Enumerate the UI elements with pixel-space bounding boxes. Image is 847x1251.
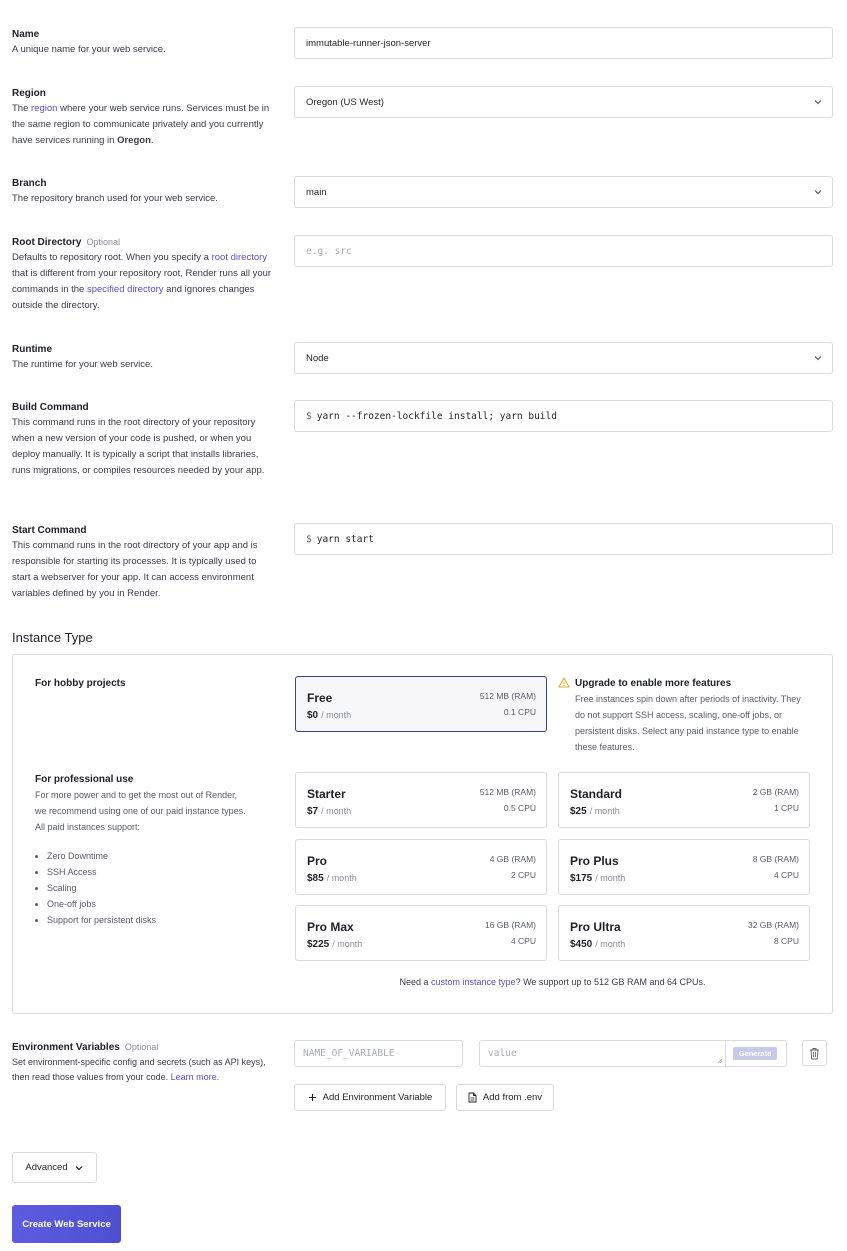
region-value: Oregon (US West) bbox=[306, 96, 384, 108]
instance-card-starter[interactable]: Starter $7 / month 512 MB (RAM) 0.5 CPU bbox=[295, 772, 547, 828]
custom-instance-link[interactable]: custom instance type bbox=[431, 977, 516, 987]
runtime-description: The runtime for your web service. bbox=[12, 359, 153, 370]
plus-icon bbox=[308, 1093, 317, 1102]
branch-label: Branch bbox=[12, 178, 47, 189]
warning-icon bbox=[558, 677, 570, 688]
custom-instance-note: Need a custom instance type? We support up to 512 GB RAM and 64 CPUs. bbox=[399, 977, 706, 987]
upgrade-description: Free instances spin down after periods of inactivity. They do not support SSH access, scaling, one-off jobs, or persistent disks. Select any paid instance type to enable these features. bbox=[575, 694, 801, 752]
resize-handle-icon[interactable] bbox=[717, 1058, 723, 1064]
env-label: Environment Variables Optional bbox=[12, 1042, 159, 1053]
env-key-input[interactable] bbox=[294, 1040, 463, 1067]
instance-card-pro-plus[interactable]: Pro Plus $175 / month 8 GB (RAM) 4 CPU bbox=[558, 839, 810, 895]
name-value: immutable-runner-json-server bbox=[306, 37, 431, 49]
start-description: This command runs in the root directory of your app and is responsible for starting its processes. It is typically used to start a webserver for your app. It can access environment variables defined by you in Render. bbox=[12, 540, 258, 599]
instance-card-pro[interactable]: Pro $85 / month 4 GB (RAM) 2 CPU bbox=[295, 839, 547, 895]
feature-list bbox=[35, 848, 156, 928]
env-value-input[interactable] bbox=[479, 1040, 787, 1067]
instance-card-standard[interactable]: Standard $25 / month 2 GB (RAM) 1 CPU bbox=[558, 772, 810, 828]
optional-tag: Optional bbox=[124, 1042, 159, 1052]
create-web-service-button[interactable]: Create Web Service bbox=[12, 1205, 121, 1243]
chevron-down-icon bbox=[813, 187, 823, 197]
start-command-input[interactable] bbox=[294, 523, 833, 555]
start-label: Start Command bbox=[12, 525, 87, 536]
region-link[interactable]: region bbox=[31, 103, 58, 114]
add-from-env-label: Add from .env bbox=[482, 1092, 543, 1103]
instance-type-title: Instance Type bbox=[12, 630, 93, 645]
file-icon bbox=[468, 1092, 477, 1103]
list-item: Scaling bbox=[35, 880, 156, 896]
trash-icon bbox=[809, 1047, 820, 1060]
chevron-down-icon bbox=[74, 1163, 84, 1173]
root-dir-input[interactable] bbox=[294, 235, 833, 267]
runtime-value: Node bbox=[306, 352, 329, 364]
hobby-label: For hobby projects bbox=[35, 678, 126, 689]
generate-button[interactable]: Generate bbox=[733, 1047, 777, 1060]
root-dir-description: Defaults to repository root. When you specify a root directory that is different from your repository root, Render runs all your commands in the specified directory and ignores changes outside the directory. bbox=[12, 252, 272, 311]
runtime-label: Runtime bbox=[12, 344, 52, 355]
root-directory-link[interactable]: root directory bbox=[211, 252, 268, 263]
name-description: A unique name for your web service. bbox=[12, 44, 166, 55]
env-key-placeholder: NAME_OF_VARIABLE bbox=[303, 1048, 395, 1059]
upgrade-title: Upgrade to enable more features bbox=[575, 678, 732, 689]
instance-card-pro-ultra[interactable]: Pro Ultra $450 / month 32 GB (RAM) 8 CPU bbox=[558, 905, 810, 961]
env-value-placeholder: value bbox=[488, 1048, 517, 1059]
start-command-value: yarn start bbox=[316, 533, 374, 545]
instance-card-free[interactable]: Free $0 / month 512 MB (RAM) 0.1 CPU bbox=[295, 676, 547, 732]
prompt-symbol: $ bbox=[306, 533, 312, 545]
add-from-env-button[interactable] bbox=[456, 1084, 554, 1111]
runtime-select[interactable] bbox=[294, 342, 833, 374]
region-description: The region where your web service runs. Services must be in the same region to communicate privately and you currently have services running in Oregon. bbox=[12, 103, 270, 146]
pro-label: For professional use bbox=[35, 774, 134, 785]
chevron-down-icon bbox=[813, 353, 823, 363]
advanced-label: Advanced bbox=[25, 1162, 68, 1173]
root-dir-label: Root Directory Optional bbox=[12, 237, 120, 248]
build-label: Build Command bbox=[12, 402, 89, 413]
build-command-value: yarn --frozen-lockfile install; yarn build bbox=[316, 410, 557, 422]
list-item: Support for persistent disks bbox=[35, 912, 156, 928]
add-env-var-button[interactable] bbox=[294, 1084, 446, 1111]
root-dir-placeholder: e.g. src bbox=[306, 245, 352, 257]
specified-directory-link[interactable]: specified directory bbox=[86, 284, 164, 295]
name-label: Name bbox=[12, 29, 40, 40]
name-input[interactable] bbox=[294, 27, 833, 59]
build-description: This command runs in the root directory of your repository when a new version of your code is pushed, or when you deploy manually. It is typically a script that installs libraries, runs migrations, or compiles resources needed by your app. bbox=[12, 417, 265, 476]
list-item: Zero Downtime bbox=[35, 848, 156, 864]
branch-value: main bbox=[306, 186, 327, 198]
advanced-toggle[interactable] bbox=[12, 1152, 97, 1183]
branch-description: The repository branch used for your web service. bbox=[12, 193, 218, 204]
branch-select[interactable] bbox=[294, 176, 833, 208]
optional-tag: Optional bbox=[86, 237, 120, 247]
build-command-input[interactable] bbox=[294, 400, 833, 432]
env-description: Set environment-specific config and secrets (such as API keys), then read those values from your code. Learn more. bbox=[12, 1057, 266, 1082]
delete-env-button[interactable] bbox=[802, 1040, 827, 1066]
list-item: One-off jobs bbox=[35, 896, 156, 912]
region-select[interactable] bbox=[294, 86, 833, 118]
divider bbox=[725, 1041, 726, 1066]
list-item: SSH Access bbox=[35, 864, 156, 880]
prompt-symbol: $ bbox=[306, 410, 312, 422]
pro-description: For more power and to get the most out of Render, we recommend using one of our paid instance types. All paid instances support: bbox=[35, 790, 246, 832]
chevron-down-icon bbox=[813, 97, 823, 107]
region-label: Region bbox=[12, 88, 46, 99]
add-env-var-label: Add Environment Variable bbox=[322, 1092, 433, 1103]
learn-more-link[interactable]: Learn more. bbox=[170, 1072, 220, 1082]
instance-card-pro-max[interactable]: Pro Max $225 / month 16 GB (RAM) 4 CPU bbox=[295, 905, 547, 961]
